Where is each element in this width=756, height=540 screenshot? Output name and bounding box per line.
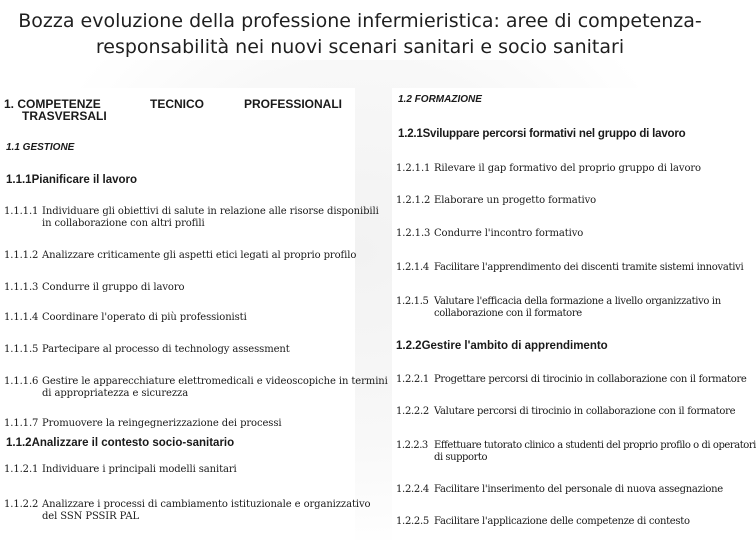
list-item: 1.2.1.5 Valutare l'efficacia della formazione a livello organizzativo in collaborazione con il formatore — [396, 296, 721, 319]
list-item: 1.1.1.1 Individuare gli obiettivi di salute in relazione alle risorse disponibili in collaborazione con altri profili — [4, 206, 379, 229]
list-item: 1.1.1.3 Condurre il gruppo di lavoro — [4, 282, 185, 293]
list-item: 1.2.2.2 Valutare percorsi di tirocinio in collaborazione con il formatore — [396, 406, 736, 417]
section-formazione: 1.2 FORMAZIONE — [398, 94, 482, 105]
left-document-scan — [0, 88, 388, 540]
list-item: 1.2.1.4 Facilitare l'apprendimento dei discenti tramite sistemi innovativi — [396, 262, 744, 273]
list-item: 1.2.2.1 Progettare percorsi di tirocinio in collaborazione con il formatore — [396, 374, 747, 385]
subsection-1-1-2: 1.1.2Analizzare il contesto socio-sanitario — [6, 437, 235, 449]
list-item: 1.2.2.3 Effettuare tutorato clinico a studenti del proprio profilo o di operatori di supporto — [396, 440, 756, 463]
subsection-1-2-1: 1.2.1Sviluppare percorsi formativi nel gruppo di lavoro — [398, 128, 686, 140]
subsection-1-1-1: 1.1.1Pianificare il lavoro — [6, 174, 138, 186]
competence-header-line2: TRASVERSALI — [22, 109, 107, 123]
list-item: 1.1.1.5 Partecipare al processo di technology assessment — [4, 344, 290, 355]
list-item: 1.1.1.7 Promuovere la reingegnerizzazione dei processi — [4, 418, 282, 429]
right-document-scan — [392, 88, 756, 540]
list-item: 1.1.2.1 Individuare i principali modelli sanitari — [4, 464, 237, 475]
slide-title — [10, 8, 710, 60]
competence-header: 1. COMPETENZE TECNICO PROFESSIONALI — [4, 97, 343, 111]
list-item: 1.1.1.6 Gestire le apparecchiature elettromedicali e videoscopiche in termini di appropriatezza e sicurezza — [4, 376, 388, 399]
title-line-1: Bozza evoluzione della professione infermieristica: aree di competenza- — [18, 10, 702, 32]
title-line-2: responsabilità nei nuovi scenari sanitari e socio sanitari — [95, 36, 625, 58]
section-gestione: 1.1 GESTIONE — [6, 142, 75, 153]
list-item: 1.2.1.3 Condurre l'incontro formativo — [396, 228, 584, 239]
subsection-1-2-2: 1.2.2Gestire l'ambito di apprendimento — [396, 340, 608, 352]
list-item: 1.1.2.2 Analizzare i processi di cambiamento istituzionale e organizzativo del SSN PSSIR PAL — [4, 499, 371, 522]
list-item: 1.1.1.2 Analizzare criticamente gli aspetti etici legati al proprio profilo — [4, 250, 357, 261]
list-item: 1.2.2.4 Facilitare l'inserimento del personale di nuova assegnazione — [396, 484, 723, 495]
list-item: 1.1.1.4 Coordinare l'operato di più professionisti — [4, 312, 247, 323]
list-item: 1.2.1.1 Rilevare il gap formativo del proprio gruppo di lavoro — [396, 163, 701, 174]
list-item: 1.2.1.2 Elaborare un progetto formativo — [396, 195, 597, 206]
list-item: 1.2.2.5 Facilitare l'applicazione delle competenze di contesto — [396, 516, 690, 527]
